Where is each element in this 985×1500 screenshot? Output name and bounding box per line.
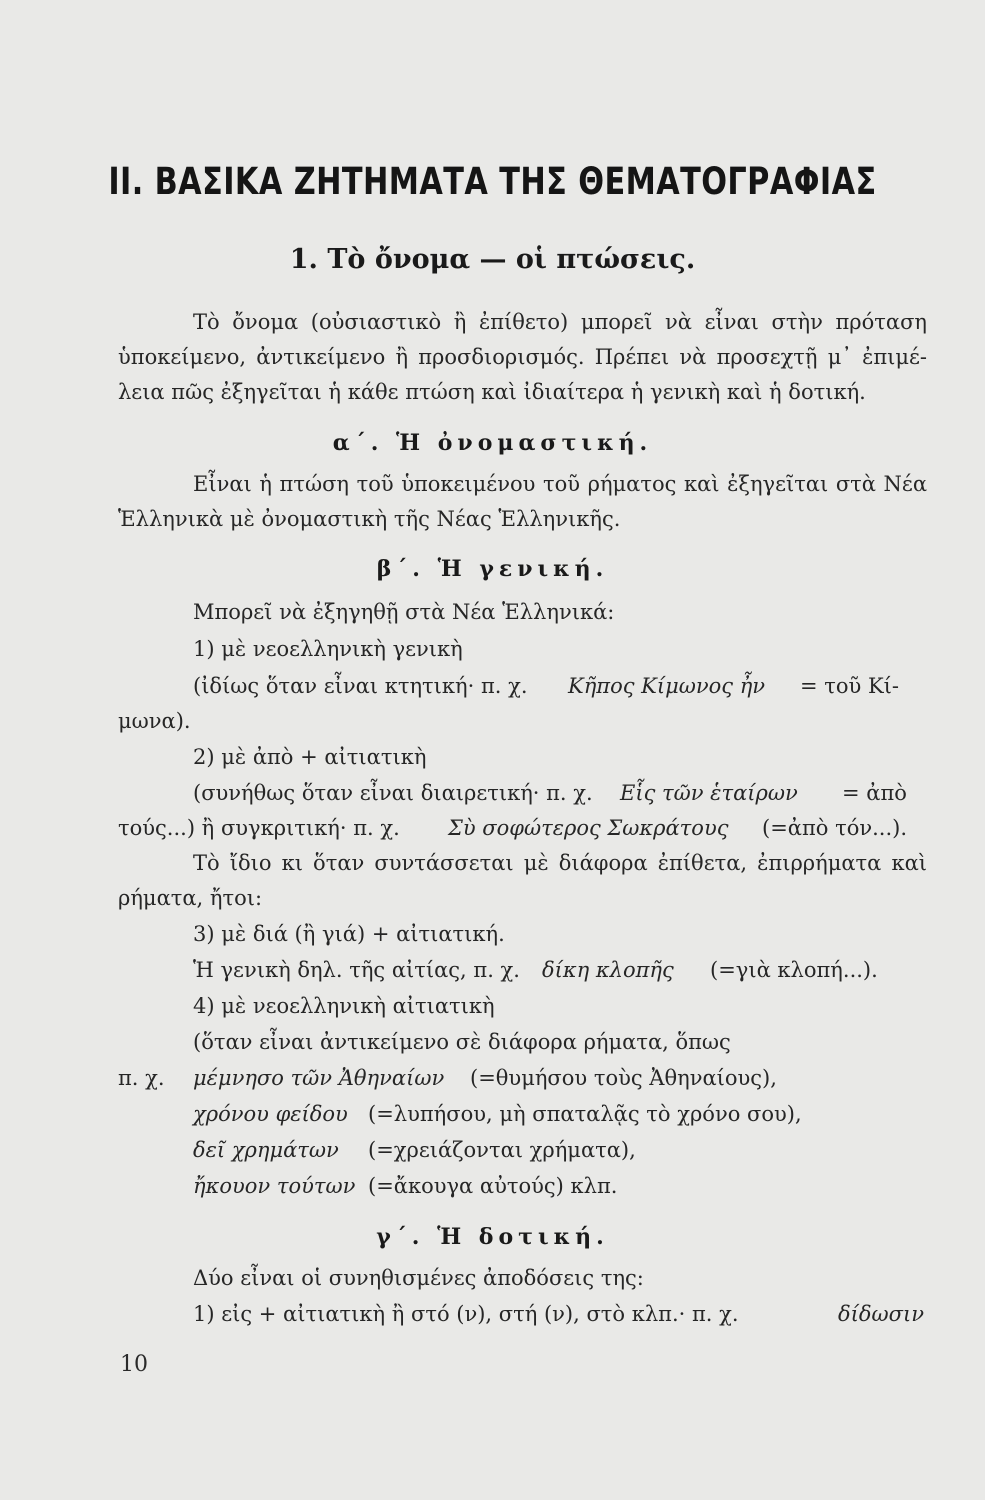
- genitive-line-3b: Κῆπος Κίμωνος ἦν: [568, 674, 766, 698]
- genitive-line-11a: Ἡ γενικὴ δηλ. τῆς αἰτίας, π. χ.: [193, 958, 520, 982]
- genitive-line-6a: (συνήθως ὅταν εἶναι διαιρετική· π. χ.: [193, 781, 593, 805]
- dative-line-2a: 1) εἰς + αἰτιατικὴ ἢ στό (ν), στή (ν), στὸ κλπ.· π. χ.: [193, 1302, 739, 1326]
- genitive-heading: β΄. Ἡ γενική.: [376, 556, 609, 582]
- genitive-line-3a: (ἰδίως ὅταν εἶναι κτητική· π. χ.: [193, 674, 528, 698]
- genitive-line-14b: μέμνησο τῶν Ἀθηναίων: [193, 1066, 445, 1090]
- dative-heading: γ΄. Ἡ δοτική.: [376, 1224, 609, 1250]
- genitive-line-15a: χρόνου φείδου: [193, 1102, 348, 1126]
- nominative-line-2: Ἑλληνικὰ μὲ ὀνομαστικὴ τῆς Νέας Ἑλληνικῆς.: [118, 507, 621, 531]
- dative-line-1: Δύο εἶναι οἱ συνηθισμένες ἀποδόσεις της:: [193, 1266, 644, 1290]
- genitive-line-15b: (=λυπήσου, μὴ σπαταλᾷς τὸ χρόνο σου),: [368, 1102, 802, 1126]
- genitive-line-16b: (=χρειάζονται χρήματα),: [368, 1138, 636, 1162]
- nominative-line-1: Εἶναι ἡ πτώση τοῦ ὑποκειμένου τοῦ ρήματος καὶ ἐξηγεῖται στὰ Νέα: [193, 472, 927, 496]
- nominative-heading: α΄. Ἡ ὀνομαστική.: [332, 430, 653, 456]
- genitive-line-11c: (=γιὰ κλοπή...).: [710, 958, 878, 982]
- page-number: 10: [120, 1352, 148, 1377]
- genitive-line-7b: Σὺ σοφώτερος Σωκράτους: [448, 816, 729, 840]
- genitive-line-11b: δίκη κλοπῆς: [542, 958, 674, 982]
- genitive-line-4: μωνα).: [118, 709, 191, 733]
- genitive-line-6c: = ἀπὸ: [842, 781, 907, 805]
- genitive-line-17b: (=ἄκουγα αὐτούς) κλπ.: [368, 1174, 618, 1198]
- genitive-line-7c: (=ἀπὸ τόν...).: [762, 816, 908, 840]
- genitive-line-14c: (=θυμήσου τοὺς Ἀθηναίους),: [470, 1066, 777, 1090]
- genitive-line-8: Τὸ ἴδιο κι ὅταν συντάσσεται μὲ διάφορα ἐπίθετα, ἐπιρρήματα καὶ: [193, 851, 927, 875]
- genitive-line-7a: τούς...) ἢ συγκριτική· π. χ.: [118, 816, 400, 840]
- chapter-title: II. ΒΑΣΙΚΑ ΖΗΤΗΜΑΤΑ ΤΗΣ ΘΕΜΑΤΟΓΡΑΦΙΑΣ: [108, 160, 877, 203]
- genitive-line-16a: δεῖ χρημάτων: [193, 1138, 339, 1162]
- genitive-line-3c: = τοῦ Κί-: [800, 674, 899, 698]
- intro-line-2: ὑποκείμενο, ἀντικείμενο ἢ προσδιορισμός. Πρέπει νὰ προσεχτῇ μ᾽ ἐπιμέ-: [118, 345, 927, 369]
- genitive-line-12: 4) μὲ νεοελληνικὴ αἰτιατικὴ: [193, 994, 495, 1018]
- genitive-line-17a: ἤκουον τούτων: [193, 1174, 356, 1198]
- genitive-line-1: Μπορεῖ νὰ ἐξηγηθῇ στὰ Νέα Ἑλληνικά:: [193, 600, 615, 624]
- genitive-line-10: 3) μὲ διά (ἢ γιά) + αἰτιατική.: [193, 922, 505, 946]
- genitive-line-13: (ὅταν εἶναι ἀντικείμενο σὲ διάφορα ρήματα, ὅπως: [193, 1030, 731, 1054]
- genitive-line-2: 1) μὲ νεοελληνικὴ γενικὴ: [193, 637, 463, 661]
- section-title: 1. Τὸ ὄνομα — οἱ πτώσεις.: [289, 244, 696, 275]
- genitive-line-6b: Εἷς τῶν ἑταίρων: [620, 781, 798, 805]
- genitive-line-14a: π. χ.: [118, 1066, 165, 1090]
- intro-line-1: Τὸ ὄνομα (οὐσιαστικὸ ἢ ἐπίθετο) μπορεῖ νὰ εἶναι στὴν πρόταση: [193, 310, 927, 334]
- intro-line-3: λεια πῶς ἐξηγεῖται ἡ κάθε πτώση καὶ ἰδιαίτερα ἡ γενικὴ καὶ ἡ δοτική.: [118, 380, 866, 404]
- dative-line-2b: δίδωσιν: [838, 1302, 924, 1326]
- genitive-line-9: ρήματα, ἤτοι:: [118, 886, 263, 910]
- genitive-line-5: 2) μὲ ἀπὸ + αἰτιατικὴ: [193, 745, 427, 769]
